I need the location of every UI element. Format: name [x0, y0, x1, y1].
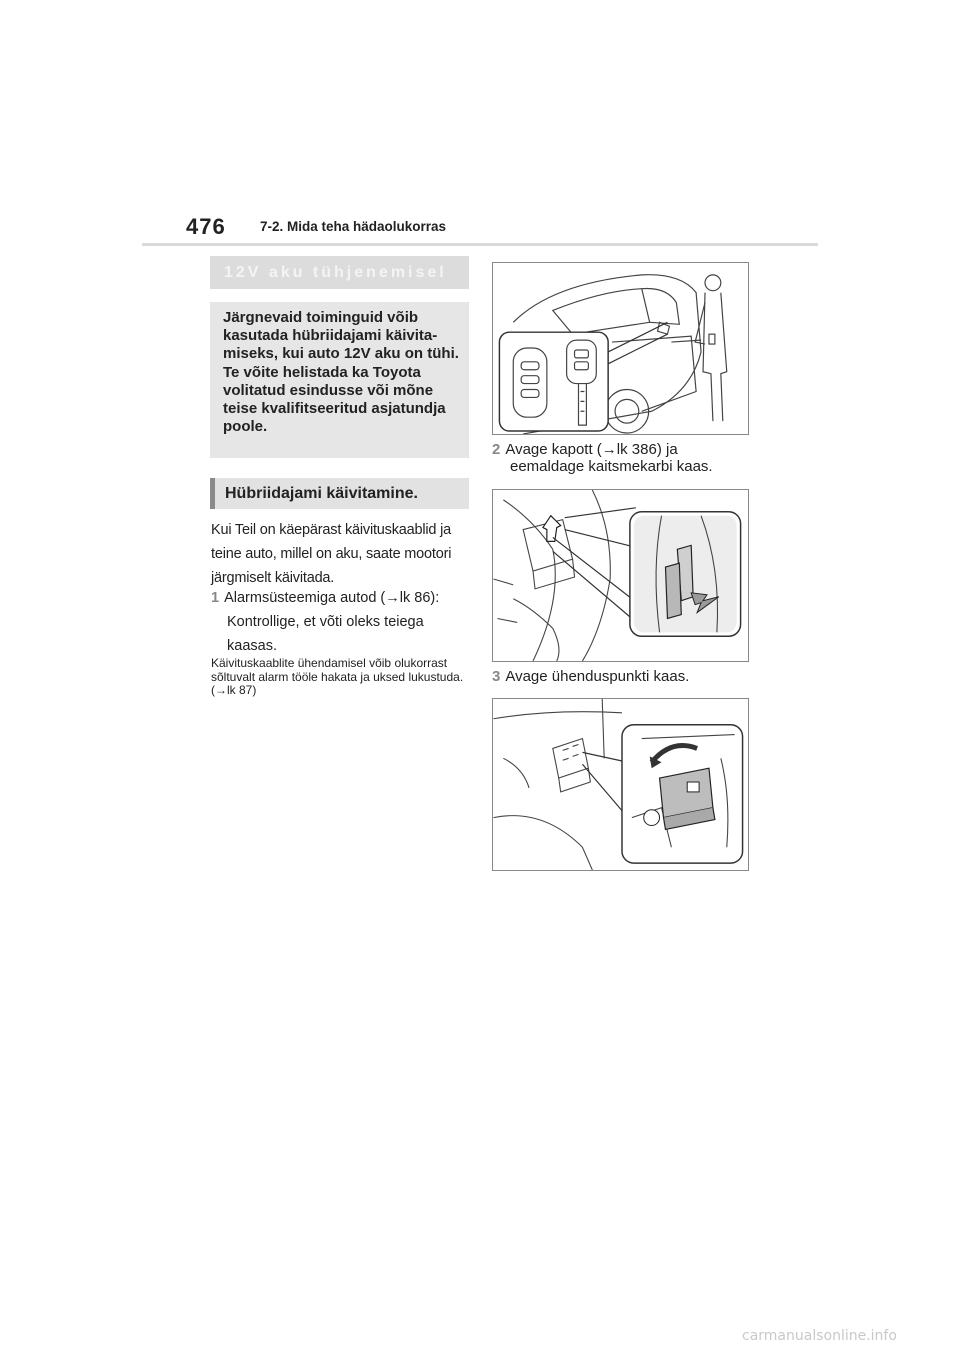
section-title-band [210, 256, 469, 289]
figure-fuse-box-cover [492, 489, 749, 662]
info-text-1: Järgnevaid toiminguid võib kasutada hübriidajami käivita- miseks, kui auto 12V aku on tühi. [223, 309, 459, 363]
connection-point-illustration [493, 699, 748, 870]
step-1-text: Alarmsüsteemiga autod (→lk 86): [224, 590, 440, 606]
step-2-text: Avage kapott (→lk 386) ja [505, 441, 678, 458]
page-number: 476 [186, 214, 226, 239]
info-box [210, 302, 469, 458]
chapter-title: 7-2. Mida teha hädaolukorras [260, 219, 447, 234]
intro-paragraph: Kui Teil on käepärast käivituskaablid ja teine auto, millel on aku, saate mootori järgmiselt käivitada. [211, 522, 452, 586]
alarm-note: Käivituskaablite ühendamisel võib olukorrast sõltuvalt alarm tööle hakata ja uksed lukustuda. (→lk 87) [211, 656, 464, 697]
step-2-number: 2 [492, 441, 501, 458]
step-1 [211, 586, 471, 658]
key-illustration [493, 263, 748, 434]
section-title: 12V aku tühjenemisel [224, 264, 447, 281]
step-3-number: 3 [492, 668, 501, 685]
step-1-number: 1 [211, 590, 220, 606]
step-2 [492, 441, 752, 475]
subsection-heading [210, 478, 469, 509]
figure-connection-point [492, 698, 749, 871]
fuse-box-illustration [493, 490, 748, 661]
step-3 [492, 668, 752, 685]
header-divider [142, 243, 818, 246]
info-text-2: Te võite helistada ka Toyota volitatud esindusse või mõne teise kvalifitseeritud asjatundja poole. [223, 363, 446, 436]
step-1-continuation: Kontrollige, et võti oleks teiega kaasas. [227, 614, 424, 654]
watermark: carmanualsonline.info [742, 1328, 897, 1344]
subsection-title: Hübriidajami käivitamine. [225, 485, 418, 502]
step-2-continuation: eemaldage kaitsmekarbi kaas. [510, 458, 713, 475]
step-3-text: Avage ühenduspunkti kaas. [505, 668, 690, 685]
figure-key-at-door [492, 262, 749, 435]
